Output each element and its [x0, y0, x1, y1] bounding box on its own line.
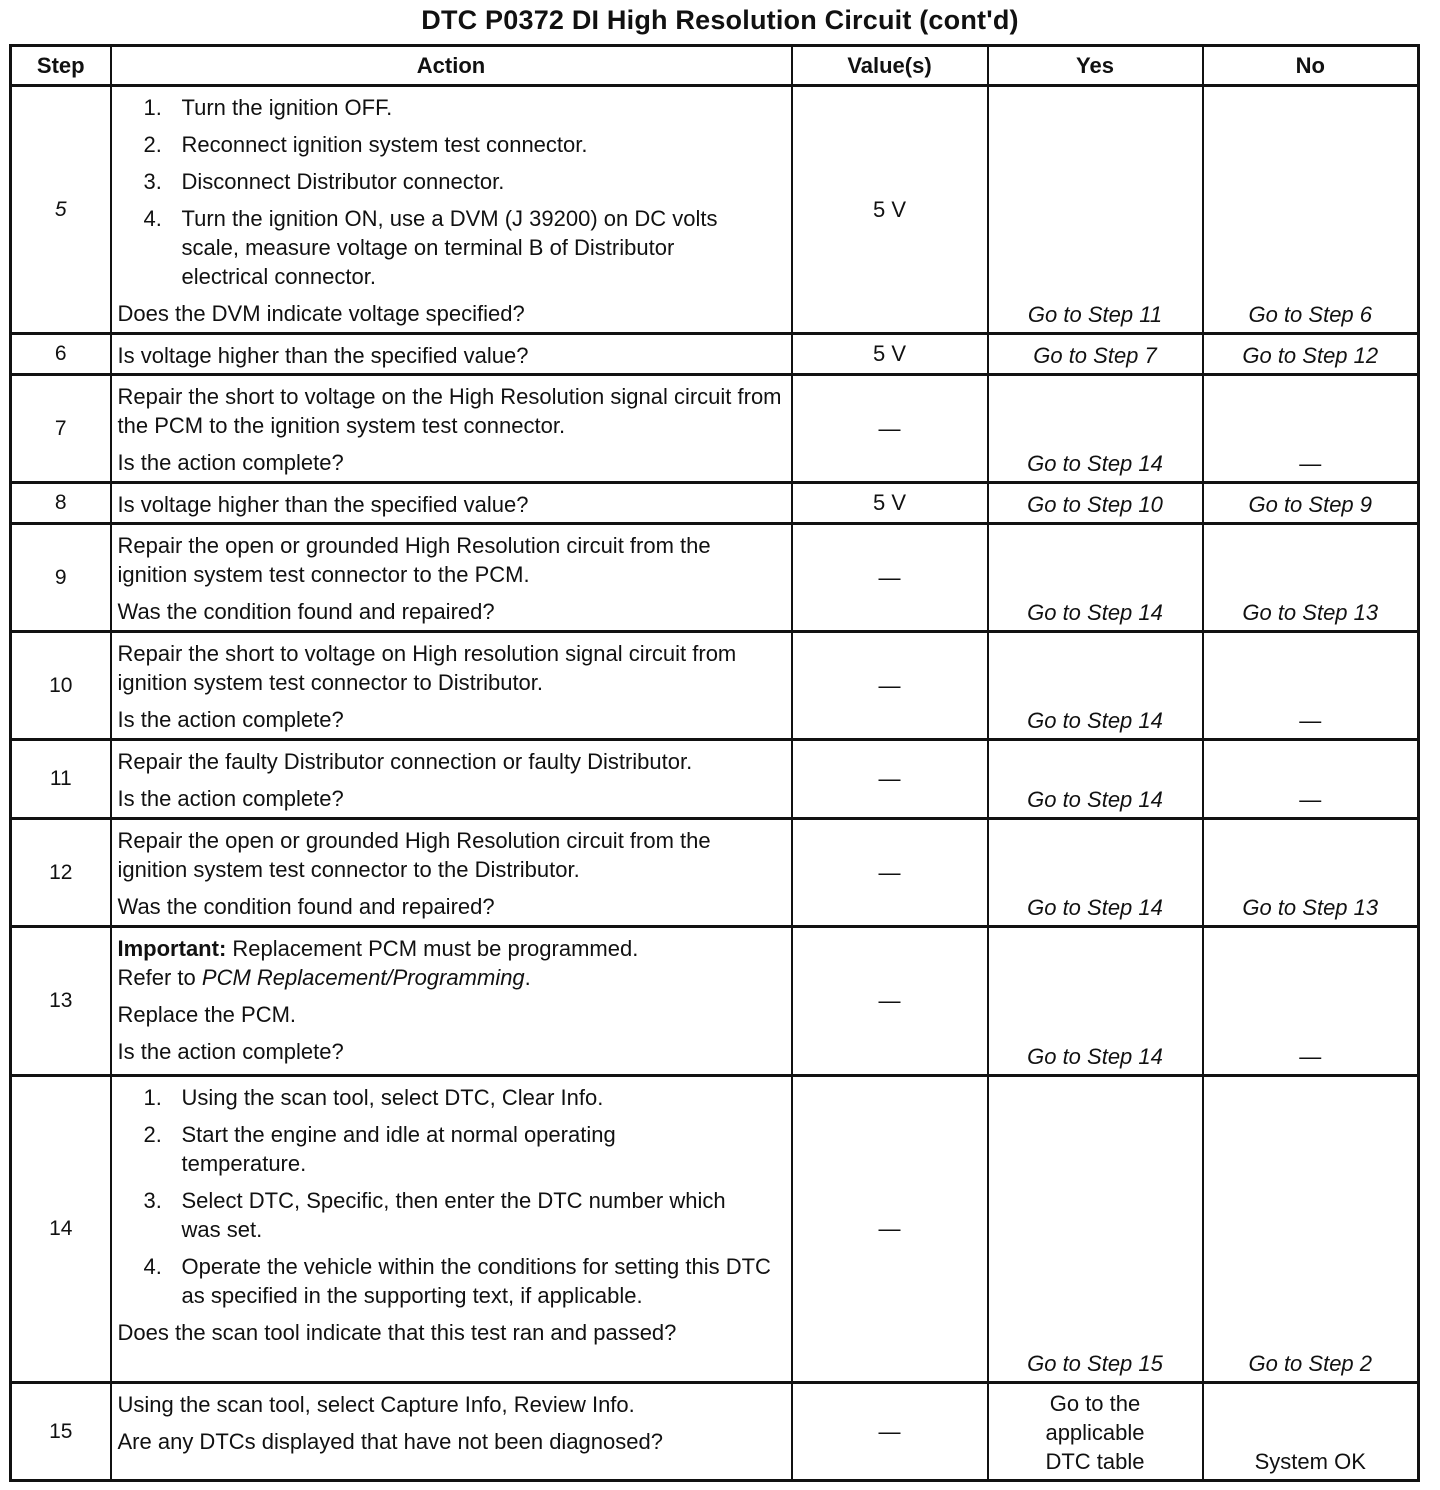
no-cell: Go to Step 12 — [1203, 334, 1419, 375]
yes-cell: Go to Step 14 — [988, 375, 1203, 483]
yes-cell: Go to Step 14 — [988, 740, 1203, 819]
step-number: 9 — [11, 524, 111, 632]
refer-suffix: . — [524, 965, 531, 990]
table-row-step-5 — [11, 86, 1419, 334]
list-item: 2. Start the engine and idle at normal operating temperature. — [143, 1122, 616, 1176]
step-number: 15 — [11, 1383, 111, 1481]
value-cell: 5 V — [792, 86, 988, 334]
yes-cell: Go to Step 14 — [988, 927, 1203, 1076]
list-item: 1. Using the scan tool, select DTC, Clear Info. — [143, 1085, 604, 1110]
action-question: Is the action complete? — [117, 1039, 344, 1064]
value-cell: — — [792, 524, 988, 632]
yes-cell: Go to Step 14 — [988, 819, 1203, 927]
no-cell: Go to Step 2 — [1203, 1076, 1419, 1383]
action-text: Repair the faulty Distributor connection or faulty Distributor. — [117, 749, 693, 774]
action-text: Replace the PCM. — [117, 1002, 297, 1027]
yes-line: applicable — [1045, 1420, 1145, 1445]
action-text: Using the scan tool, select Capture Info, Review Info. — [117, 1392, 635, 1417]
table-row-step-15 — [11, 1383, 1419, 1481]
list-item: 1. Turn the ignition OFF. — [143, 95, 393, 120]
yes-cell: Go to Step 10 — [988, 483, 1203, 524]
step-number: 5 — [11, 86, 111, 334]
value-cell: — — [792, 632, 988, 740]
action-question: Does the DVM indicate voltage specified? — [117, 301, 525, 326]
step-number: 10 — [11, 632, 111, 740]
page-title: DTC P0372 DI High Resolution Circuit (cont'd) — [421, 5, 1019, 35]
action-question: Was the condition found and repaired? — [117, 599, 495, 624]
table-row-step-11 — [11, 740, 1419, 819]
important-note — [118, 934, 786, 992]
action-cell — [111, 1383, 792, 1481]
yes-cell: Go to Step 14 — [988, 524, 1203, 632]
action-question: Does the scan tool indicate that this test ran and passed? — [117, 1320, 677, 1345]
header-no: No — [1203, 46, 1419, 86]
value-cell: — — [792, 740, 988, 819]
step-number: 11 — [11, 740, 111, 819]
step-number: 14 — [11, 1076, 111, 1383]
action-cell — [111, 334, 792, 375]
table-row-step-8 — [11, 483, 1419, 524]
action-question: Is the action complete? — [117, 786, 344, 811]
numbered-list — [118, 93, 786, 291]
table-row-step-6 — [11, 334, 1419, 375]
yes-cell: Go to Step 7 — [988, 334, 1203, 375]
no-cell: — — [1203, 927, 1419, 1076]
header-yes: Yes — [988, 46, 1203, 86]
step-number: 12 — [11, 819, 111, 927]
table-header-row — [11, 46, 1419, 86]
list-item: 4. Turn the ignition ON, use a DVM (J 39200) on DC volts scale, measure voltage on terminal B of Distributor electrical connector. — [143, 206, 718, 289]
action-text: Repair the open or grounded High Resolution circuit from the ignition system test connector to the PCM. — [117, 533, 711, 587]
no-cell: — — [1203, 632, 1419, 740]
value-cell: — — [792, 1076, 988, 1383]
refer-prefix: Refer to — [117, 965, 196, 990]
action-question: Are any DTCs displayed that have not been diagnosed? — [117, 1429, 663, 1454]
table-row-step-13 — [11, 927, 1419, 1076]
no-cell: — — [1203, 740, 1419, 819]
action-question: Is voltage higher than the specified value? — [117, 343, 529, 368]
no-cell: System OK — [1203, 1383, 1419, 1481]
header-step: Step — [11, 46, 111, 86]
diagnostic-table — [9, 44, 1420, 1482]
no-cell: Go to Step 13 — [1203, 524, 1419, 632]
no-cell: Go to Step 6 — [1203, 86, 1419, 334]
action-question: Was the condition found and repaired? — [117, 894, 495, 919]
action-cell — [111, 483, 792, 524]
action-question: Is the action complete? — [117, 450, 344, 475]
no-cell: Go to Step 13 — [1203, 819, 1419, 927]
list-item: 4. Operate the vehicle within the conditions for setting this DTC as specified in the supporting text, if applicable. — [143, 1254, 771, 1308]
numbered-list — [118, 1083, 786, 1310]
action-question: Is the action complete? — [117, 707, 344, 732]
action-text: Repair the short to voltage on High resolution signal circuit from ignition system test connector to Distributor. — [117, 641, 737, 695]
list-item: 3. Select DTC, Specific, then enter the DTC number which was set. — [143, 1188, 726, 1242]
yes-cell: Go to Step 15 — [988, 1076, 1203, 1383]
action-cell — [111, 740, 792, 819]
yes-cell — [988, 1383, 1203, 1481]
yes-line: Go to the — [1049, 1391, 1141, 1416]
action-text: Repair the short to voltage on the High Resolution signal circuit from the PCM to the ignition system test connector. — [117, 384, 782, 438]
list-item: 3. Disconnect Distributor connector. — [143, 169, 505, 194]
no-cell: Go to Step 9 — [1203, 483, 1419, 524]
action-cell — [111, 375, 792, 483]
action-cell — [111, 1076, 792, 1383]
value-cell: — — [792, 927, 988, 1076]
table-row-step-12 — [11, 819, 1419, 927]
no-cell: — — [1203, 375, 1419, 483]
value-cell: — — [792, 819, 988, 927]
action-cell — [111, 524, 792, 632]
action-question: Is voltage higher than the specified value? — [117, 492, 529, 517]
action-cell — [111, 927, 792, 1076]
header-action: Action — [111, 46, 792, 86]
step-number: 13 — [11, 927, 111, 1076]
action-cell — [111, 819, 792, 927]
value-cell: — — [792, 375, 988, 483]
table-row-step-7 — [11, 375, 1419, 483]
important-label: Important: — [117, 936, 227, 961]
table-row-step-14 — [11, 1076, 1419, 1383]
step-number: 6 — [11, 334, 111, 375]
value-cell: 5 V — [792, 334, 988, 375]
important-text: Replacement PCM must be programmed. — [232, 936, 639, 961]
value-cell: — — [792, 1383, 988, 1481]
value-cell: 5 V — [792, 483, 988, 524]
yes-cell: Go to Step 14 — [988, 632, 1203, 740]
action-text: Repair the open or grounded High Resolution circuit from the ignition system test connector to the Distributor. — [117, 828, 711, 882]
table-row-step-9 — [11, 524, 1419, 632]
step-number: 7 — [11, 375, 111, 483]
yes-line: DTC table — [1045, 1449, 1145, 1474]
yes-cell: Go to Step 11 — [988, 86, 1203, 334]
action-cell — [111, 632, 792, 740]
list-item: 2. Reconnect ignition system test connector. — [143, 132, 588, 157]
step-number: 8 — [11, 483, 111, 524]
pcm-programming-reference[interactable]: PCM Replacement/Programming — [201, 965, 525, 990]
action-cell — [111, 86, 792, 334]
table-row-step-10 — [11, 632, 1419, 740]
header-values: Value(s) — [792, 46, 988, 86]
